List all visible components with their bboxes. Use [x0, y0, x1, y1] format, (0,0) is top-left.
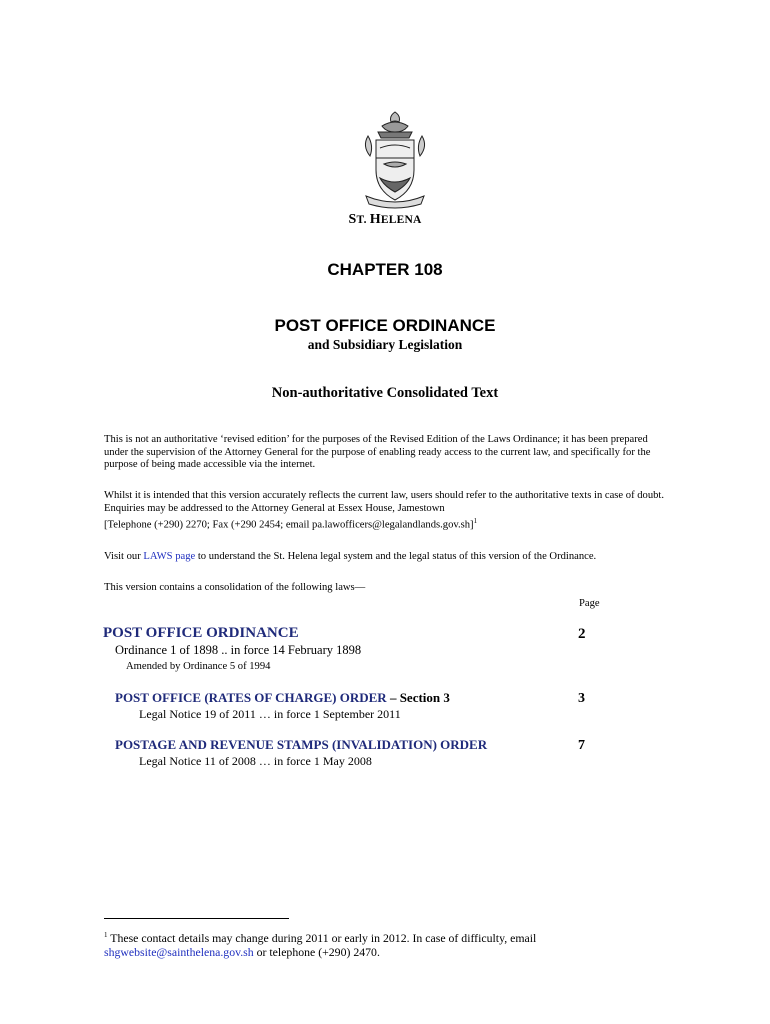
toc-item-notice: Legal Notice 19 of 2011 … in force 1 September 2011 — [139, 707, 401, 721]
footnote-divider — [104, 918, 289, 919]
toc-item-notice: Legal Notice 11 of 2008 … in force 1 May 2008 — [139, 754, 372, 768]
footnote-email-link[interactable]: shgwebsite@sainthelena.gov.sh — [104, 945, 254, 960]
contact-details: [Telephone (+290) 2270; Fax (+290 2454; email pa.lawofficers@legalandlands.gov.sh] — [104, 519, 474, 531]
laws-page-link[interactable]: LAWS page — [143, 551, 196, 562]
document-subtitle: and Subsidiary Legislation — [307, 337, 463, 352]
toc-item-title-text[interactable]: POSTAGE AND REVENUE STAMPS (INVALIDATION) ORDER — [115, 737, 488, 752]
territory-initial-s: S — [348, 212, 357, 227]
toc-item-page: 7 — [578, 738, 585, 753]
toc-item-page: 3 — [578, 691, 585, 706]
territory-rest-t: T — [356, 214, 364, 226]
toc-main-amended: Amended by Ordinance 5 of 1994 — [126, 661, 271, 672]
enquiries-text: Whilst it is intended that this version accurately reflects the current law, users should refer to the authoritative texts in case of doubt. Enquiries may be addressed to the Attorney General at Essex House, Jamestown — [104, 490, 665, 514]
page-column-header: Page — [579, 598, 600, 609]
footnote-ref: 1 — [473, 517, 478, 526]
footnote-text-after: or telephone (+290) 2470. — [253, 945, 380, 960]
document-title: POST OFFICE ORDINANCE — [274, 316, 496, 335]
disclaimer-paragraph: This is not an authoritative ‘revised edition’ for the purposes of the Revised Edition of the Laws Ordinance; it has been prepared under the supervision of the Attorney General for the purpose of enabling ready access to the current law, and specifically for the purpose of being made accessible via the internet. — [104, 434, 651, 471]
footnote-number: 1 — [104, 931, 108, 939]
enquiries-paragraph — [104, 490, 674, 532]
status-heading: Non-authoritative Consolidated Text — [271, 385, 499, 401]
laws-page-paragraph — [104, 551, 674, 564]
territory-initial-h: H — [369, 212, 381, 227]
toc-item-title-text[interactable]: POST OFFICE (RATES OF CHARGE) ORDER — [115, 690, 387, 705]
chapter-heading: CHAPTER 108 — [327, 260, 443, 279]
toc-main-ordinance: Ordinance 1 of 1898 .. in force 14 February 1898 — [115, 643, 362, 657]
coat-of-arms-icon — [360, 108, 430, 210]
territory-name — [0, 212, 770, 228]
toc-main-page: 2 — [578, 626, 586, 642]
toc-item-title[interactable] — [115, 737, 487, 753]
toc-item-suffix: – Section 3 — [386, 690, 450, 705]
consolidation-intro: This version contains a consolidation of the following laws— — [104, 582, 366, 593]
toc-main-title[interactable]: POST OFFICE ORDINANCE — [103, 625, 299, 641]
footnote — [104, 928, 624, 960]
laws-text-after: to understand the St. Helena legal system and the legal status of this version of the Ordinance. — [195, 551, 597, 562]
footnote-text: These contact details may change during 2011 or early in 2012. In case of difficulty, email — [107, 930, 537, 945]
territory-dot: . — [363, 214, 370, 226]
toc-item-title[interactable] — [115, 690, 450, 706]
territory-rest-elena: ELENA — [380, 214, 422, 226]
laws-text-before: Visit our — [104, 551, 144, 562]
